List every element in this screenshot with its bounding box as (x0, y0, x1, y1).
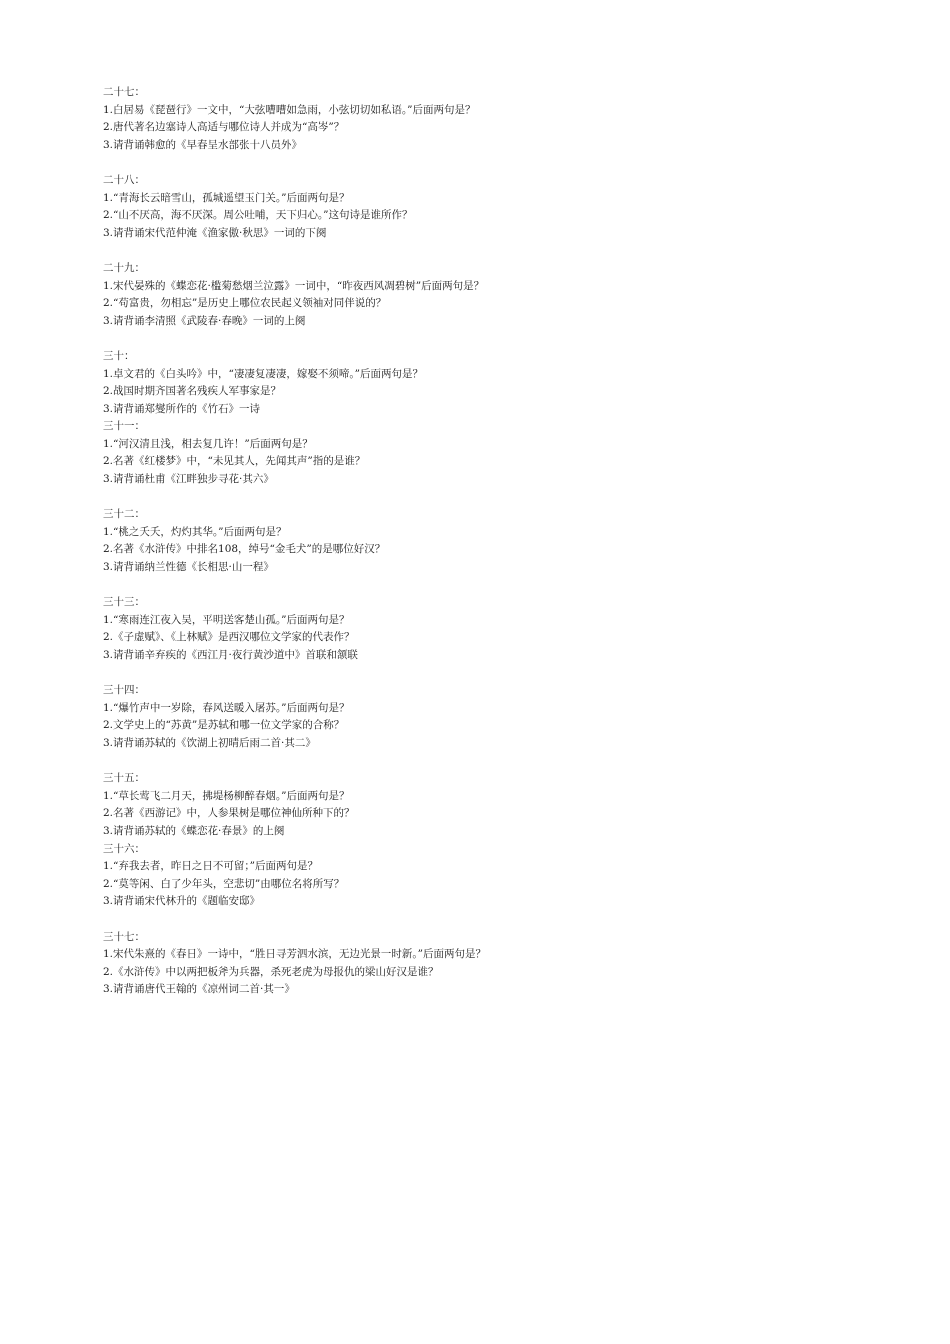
question-item: 3.请背诵唐代王翰的《凉州词二首·其一》 (103, 983, 295, 996)
section-heading: 三十： (103, 349, 135, 362)
section-heading: 二十七： (103, 86, 145, 98)
question-item: 3.请背诵宋代范仲淹《渔家傲·秋思》一词的下阕 (103, 226, 327, 239)
question-item: 2.“苟富贵，勿相忘”是历史上哪位农民起义领袖对同伴说的？ (103, 297, 387, 310)
question-item: 3.请背诵杜甫《江畔独步寻花·其六》 (103, 473, 274, 486)
question-item: 2.文学史上的“苏黄”是苏轼和哪一位文学家的合称？ (103, 719, 345, 732)
section-28 (103, 172, 883, 242)
question-item: 2.《水浒传》中以两把板斧为兵器，杀死老虎为母报仇的梁山好汉是谁？ (103, 965, 439, 978)
section-34 (103, 682, 883, 752)
blank-line (103, 577, 883, 595)
section-heading: 三十七： (103, 930, 145, 943)
question-item: 2.“山不厌高，海不厌深。周公吐哺，天下归心。”这句诗是谁所作？ (103, 209, 413, 222)
question-item: 3.请背诵苏轼的《饮湖上初晴后雨二首·其二》 (103, 736, 316, 749)
question-item: 2.名著《水浒传》中排名108，绰号“金毛犬”的是哪位好汉？ (103, 543, 386, 556)
question-item: 1.“弃我去者，昨日之日不可留；”后面两句是？ (103, 860, 319, 873)
blank-line (103, 911, 883, 929)
blank-line (103, 154, 883, 172)
blank-line (103, 242, 883, 260)
section-29 (103, 260, 883, 330)
blank-line (103, 489, 883, 507)
question-item: 1.“寒雨连江夜入吴，平明送客楚山孤。”后面两句是？ (103, 613, 350, 626)
section-35 (103, 770, 883, 840)
question-item: 1.宋代晏殊的《蝶恋花·槛菊愁烟兰泣露》一词中，“昨夜西风凋碧树”后面两句是？ (103, 279, 485, 292)
section-heading: 二十八： (103, 173, 145, 186)
blank-line (103, 330, 883, 348)
question-item: 1.“河汉清且浅，相去复几许！”后面两句是？ (103, 437, 313, 450)
section-30 (103, 348, 883, 418)
question-item: 1.“青海长云暗雪山，孤城遥望玉门关。”后面两句是？ (103, 191, 350, 204)
section-heading: 三十一： (103, 420, 145, 433)
section-heading: 二十九： (103, 261, 145, 274)
section-27 (103, 84, 883, 154)
question-item: 3.请背诵宋代林升的《题临安邸》 (103, 895, 261, 908)
document-page (103, 84, 883, 999)
section-heading: 三十二： (103, 508, 145, 521)
question-item: 1.卓文君的《白头吟》中，“凄凄复凄凄，嫁娶不须啼。”后面两句是？ (103, 367, 424, 380)
question-item: 1.宋代朱熹的《春日》一诗中，“胜日寻芳泗水滨，无边光景一时新。”后面两句是？ (103, 948, 487, 961)
question-item: 2.“莫等闲、白了少年头，空悲切”由哪位名将所写？ (103, 877, 345, 890)
question-item: 3.请背诵辛弃疾的《西江月·夜行黄沙道中》首联和颔联 (103, 649, 358, 661)
question-item: 3.请背诵苏轼的《蝶恋花·春景》的上阕 (103, 824, 285, 837)
section-heading: 三十六： (103, 842, 145, 855)
question-item: 1.白居易《琵琶行》一文中，“大弦嘈嘈如急雨，小弦切切如私语。”后面两句是？ (103, 103, 476, 116)
blank-line (103, 665, 883, 683)
section-heading: 三十三： (103, 596, 145, 609)
section-heading: 三十四： (103, 684, 145, 697)
question-item: 3.请背诵纳兰性德《长相思·山一程》 (103, 561, 274, 574)
question-item: 1.“草长莺飞二月天，拂堤杨柳醉春烟。”后面两句是？ (103, 789, 350, 802)
section-31 (103, 418, 883, 488)
section-33 (103, 594, 883, 664)
question-item: 2.《子虚赋》、《上林赋》是西汉哪位文学家的代表作？ (103, 631, 355, 644)
question-item: 3.请背诵郑燮所作的《竹石》一诗 (103, 402, 261, 415)
question-item: 3.请背诵韩愈的《早春呈水部张十八员外》 (103, 138, 303, 151)
section-36 (103, 841, 883, 911)
section-heading: 三十五： (103, 772, 145, 785)
section-37 (103, 929, 883, 999)
section-32 (103, 506, 883, 576)
question-item: 1.“爆竹声中一岁除，春风送暖入屠苏。”后面两句是？ (103, 701, 350, 714)
question-item: 2.名著《红楼梦》中，“未见其人，先闻其声”指的是谁？ (103, 455, 366, 468)
question-item: 2.名著《西游记》中，人参果树是哪位神仙所种下的？ (103, 807, 355, 820)
question-item: 2.唐代著名边塞诗人高适与哪位诗人并成为“高岑”？ (103, 121, 345, 134)
blank-line (103, 753, 883, 771)
question-item: 3.请背诵李清照《武陵春·春晚》一词的上阕 (103, 314, 306, 327)
question-item: 1.“桃之夭夭，灼灼其华。”后面两句是？ (103, 525, 287, 538)
question-item: 2.战国时期齐国著名残疾人军事家是？ (103, 385, 282, 398)
